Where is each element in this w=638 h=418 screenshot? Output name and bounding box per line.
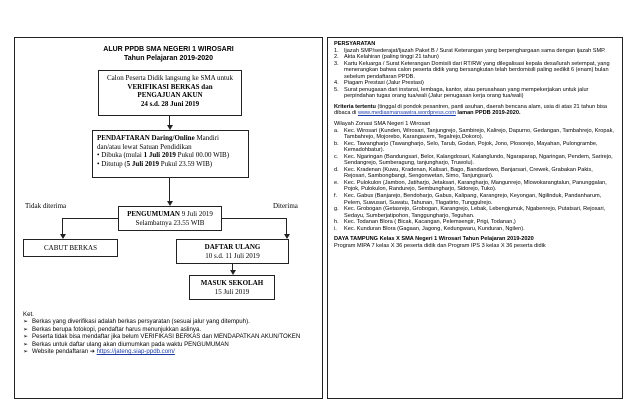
daya-tampung-text: Program MIPA 7 kelas X 36 peserta didik dan Program IPS 3 kelas X 36 peserta didik — [334, 242, 546, 249]
persyaratan-list — [334, 48, 616, 100]
list-item — [334, 154, 616, 167]
box-daftar-ulang — [176, 239, 289, 264]
list-number: 4. — [334, 80, 339, 87]
box-pengumuman-title — [119, 210, 221, 219]
kriteria-link[interactable]: www.mediasmansawira.wordpress.com — [357, 110, 456, 117]
list-number: 2. — [334, 54, 339, 61]
arrow-bullet-icon: ➢ — [23, 333, 29, 341]
notes-section — [23, 311, 319, 355]
requirements-panel — [327, 37, 623, 399]
box-calon-line4: 24 s.d. 28 Juni 2019 — [140, 99, 200, 108]
list-text: Kec. Grobogan (Getasrejo, Grobogan, Karangrejo, Lebak, Lebengjumuk, Ngabenrejo, Putatsari, Rejosari, Sedayu, Sumberjatipohon, Tanggungharjo, Teguhan. — [344, 206, 606, 219]
bullet1-post: Pukul 00.00 WIB) — [175, 151, 230, 160]
box-cabut-berkas — [23, 239, 118, 257]
list-item — [334, 87, 616, 100]
arrow-bullet-icon: ➢ — [23, 318, 29, 326]
list-letter: f. — [334, 193, 338, 200]
note-item-website — [23, 348, 319, 355]
kriteria-end: laman PPDB 2019-2020. — [455, 110, 521, 117]
branch-line-right-down — [286, 218, 287, 235]
note-item — [23, 326, 319, 333]
website-label: Website pendaftaran ➔ — [32, 348, 97, 356]
list-text: Kartu Keluarga / Surat Keterangan Domisili dari RT/RW yang dilegalisasi kepala desa/lurah setempat, yang menerangkan bahwa calon peserta didik yang bersangkutan telah berdomisili paling sedikit 6 (enam) bulan sebelum pendaftaran PPDB. — [344, 60, 610, 80]
list-letter: a. — [334, 127, 339, 134]
list-letter: h. — [334, 219, 339, 226]
list-item — [334, 206, 616, 219]
list-item — [334, 128, 616, 141]
box-calon-line3: PENGAJUAN AKUN — [137, 91, 203, 100]
zonasi-heading: Wilayah Zonasi SMA Negeri 1 Wirosari — [334, 121, 431, 128]
list-number: 5. — [334, 86, 339, 93]
bullet2-bold: 5 Juli 2019 — [126, 159, 159, 168]
bullet1-bold: 1 Juli 2019 — [143, 151, 176, 160]
list-item — [334, 141, 616, 154]
kriteria-paragraph — [334, 104, 616, 117]
box-pengumuman — [118, 206, 222, 231]
list-letter: g. — [334, 206, 339, 213]
pengumuman-bold: PENGUMUMAN — [127, 210, 180, 218]
list-text: Ijazah SMP/sederajat/Ijazah Paket B / Surat Keterangan yang berpenghargaan sama dengan ijazah SMP. — [344, 47, 606, 54]
zonasi-list — [334, 128, 616, 233]
arrow-bullet-icon: ➢ — [23, 325, 29, 333]
list-text: Piagam Prestasi (Jalur Prestasi) — [344, 80, 424, 87]
box-pengumuman-line2: Selambatnya 23.55 WIB — [135, 218, 205, 227]
box-cabut-label: CABUT BERKAS — [44, 244, 97, 252]
box-masuk-sekolah — [189, 275, 275, 300]
list-item — [334, 180, 616, 193]
list-letter: b. — [334, 140, 339, 147]
label-tidak-diterima: Tidak diterima — [25, 202, 67, 210]
list-text: Akta Kelahiran (paling tinggi 21 tahun) — [344, 54, 439, 61]
flowchart-title-line2: Tahun Pelajaran 2019-2020 — [124, 55, 213, 62]
list-text: Kec. Wirosari (Kunden, Wirosari, Tanjungrejo, Sambirejo, Kalirejo, Dapurno, Gedangan, Tambahrejo, Kropak, Tambahrejo, Mojorebo, Karangasem, Tegalrejo,Dokoro). — [344, 127, 614, 141]
list-letter: d. — [334, 166, 339, 173]
note-text: Berkas berupa fotokopi, pendaftar harus menunjukkan aslinya. — [32, 325, 202, 333]
branch-line-right — [222, 218, 287, 219]
note-text: Berkas untuk daftar ulang akan diumumkan pada waktu PENGUMUMAN — [32, 340, 229, 348]
branch-line-left-down — [62, 218, 63, 235]
flowchart-title — [15, 45, 322, 63]
flowchart-title-line1: ALUR PPDB SMA NEGERI 1 WIROSARI — [103, 46, 234, 53]
list-number: 3. — [334, 60, 339, 67]
notes-heading: Ket. — [23, 311, 34, 318]
daftar-ulang-date: 10 s.d. 11 Juli 2019 — [205, 251, 260, 260]
note-text: Berkas yang diverifikasi adalah berkas persyaratan (sesuai jalur yang ditempuh). — [32, 318, 250, 326]
label-diterima: Diterima — [273, 202, 298, 210]
list-letter: e. — [334, 179, 339, 186]
list-text: Kec. Gabus (Banjarejo, Bendoharjo, Gabus, Kalipang, Karangrejo, Keyongan, Ngilinduk, Pandanharum, Pelem, Suwusari, Suwatu, Tahunan, Tlagatirto, Tunggulrejo. — [344, 193, 602, 206]
box-pendaftaran-bullet2 — [97, 160, 244, 169]
note-item — [23, 341, 319, 348]
website-link[interactable]: https://jateng.siap-ppdb.com/ — [96, 348, 175, 356]
list-item — [334, 61, 616, 81]
pendaftaran-title-bold: PENDAFTARAN Daring/Online — [97, 134, 195, 142]
list-text: Kec. Kunduran Blora (Gagaan, Jagong, Kedungwaru, Kunduran, Ngilen). — [344, 225, 525, 232]
box-pendaftaran-bullet1 — [97, 151, 244, 160]
box-calon-line2: VERIFIKASI BERKAS dan — [127, 82, 213, 91]
list-text: Kec. Kradenan (Kuwu, Kradenan, Kalisari, Bago, Bandardowo, Banjarsari, Crewek, Grabakan Pakis, Rejosari, Sambongbangi, Sengonwetan, Simo, Tanjungsari). — [344, 166, 593, 180]
list-letter: c. — [334, 153, 339, 160]
flowchart-panel — [14, 37, 323, 399]
kriteria-bold: Kriteria tertentu — [334, 103, 376, 110]
connector-line — [169, 178, 170, 202]
list-text: Kec. Ngaringan (Bandungsari, Belor, Kalangdosari, Kalanglundo, Ngaraparap, Ngaringan, Pendem, Sarirejo, Sendangrejo, Sumberagung, tanjungharjo, Truwolu). — [344, 153, 613, 167]
list-item — [334, 193, 616, 206]
list-text: Kec. Todanan Blora ( Bicak, Kacangan, Pelemsengir, Prigi, Todanan,) — [344, 219, 516, 226]
list-letter: i. — [334, 225, 337, 232]
pendaftaran-title-rest: Mandiri — [194, 134, 219, 142]
list-number: 1. — [334, 47, 339, 54]
persyaratan-heading: PERSYARATAN — [334, 41, 376, 47]
arrow-bullet-icon: ➢ — [23, 348, 29, 356]
daya-tampung-heading: DAYA TAMPUNG Kelas X SMA Negeri 1 Wirosari Tahun Pelajaran 2019-2020 — [334, 236, 534, 243]
box-pendaftaran — [92, 130, 249, 178]
list-item — [334, 167, 616, 180]
masuk-sekolah-date: 15 Juli 2019 — [214, 287, 250, 296]
list-text: Kec. Pulokulon (Jambon, Jatiharjo, Jetaksari, Karangharjo, Mangunrejo, Mlowokarangtalun, Panunggalan, Pojok, Pulokulon, Randurejo, Sembungharjo, Sidorejo, Tuko). — [344, 179, 607, 193]
bullet1-pre: • Dibuka (mulai — [97, 151, 144, 160]
note-item — [23, 333, 319, 340]
note-text: Peserta tidak bisa mendaftar jika belum VERIFIKASI BERKAS dan MENDAPATKAN AKUN/TOKEN — [32, 333, 301, 341]
list-text: Kec. Tawangharjo (Tawangharjo, Selo, Tarub, Godan, Pojok, Jono, Plosorejo, Mayahan, Pulongrambe, Kemadohbatur). — [344, 140, 598, 154]
bullet2-pre: • Ditutup ( — [97, 159, 127, 168]
list-text: Surat penugasan dari instansi, lembaga, kantor, atau perusahaan yang mempekerjakan untuk jalur perpindahan tugas orang tua/wali (Jalur penugasan kerja orang tua/wali) — [344, 86, 589, 100]
branch-line-left — [62, 218, 118, 219]
pengumuman-rest: 9 Juli 2019 — [180, 210, 213, 218]
note-item — [23, 318, 319, 325]
box-calon-peserta — [98, 70, 242, 116]
daftar-ulang-title: DAFTAR ULANG — [204, 243, 261, 251]
kriteria-text: (tinggal di pondok pesantren, panti asuhan, daerah bencana alam, usia di atas 21 tahun bisa dibaca di — [334, 103, 608, 117]
bullet2-post: Pukul 23.59 WIB) — [158, 159, 213, 168]
box-pendaftaran-title — [97, 134, 244, 143]
box-calon-line1: Calon Peserta Didik langsung ke SMA untuk — [107, 74, 233, 82]
box-pendaftaran-line2: dan/atau lewat Satuan Pendidikan — [97, 142, 192, 151]
arrow-bullet-icon: ➢ — [23, 340, 29, 348]
masuk-sekolah-title: MASUK SEKOLAH — [200, 279, 264, 287]
